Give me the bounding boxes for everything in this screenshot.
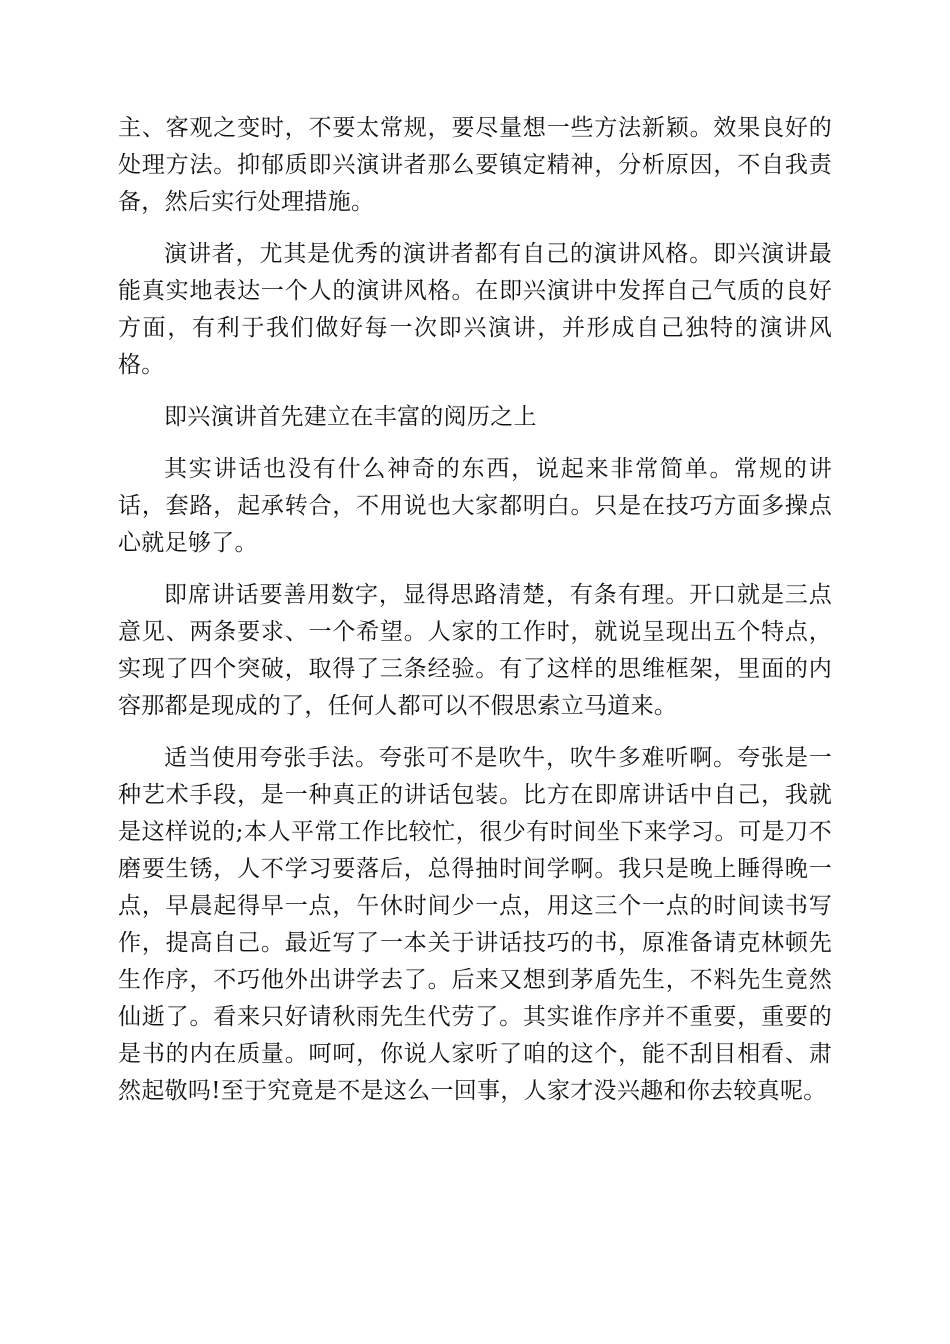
paragraph-no-magic: 其实讲话也没有什么神奇的东西，说起来非常简单。常规的讲话，套路，起承转合，不用说也大家都明白。只是在技巧方面多操点心就足够了。 — [118, 456, 832, 556]
paragraph-exaggeration: 适当使用夸张手法。夸张可不是吹牛，吹牛多难听啊。夸张是一种艺术手段，是一种真正的讲话包装。比方在即席讲话中自己，我就是这样说的;本人平常工作比较忙，很少有时间坐下来学习。可是刀不磨要生锈，人不学习要落后，总得抽时间学啊。我只是晚上睡得晚一点，早晨起得早一点，午休时间少一点，用这三个一点的时间读书写作，提高自己。最近写了一本关于讲话技巧的书，原准备请克林顿先生作序，不巧他外出讲学去了。后来又想到茅盾先生，不料先生竟然仙逝了。看来只好请秋雨先生代劳了。其实谁作序并不重要，重要的是书的内在质量。呵呵，你说人家听了咱的这个，能不刮目相看、肃然起敬吗!至于究竟是不是这么一回事，人家才没兴趣和你去较真呢。 — [118, 745, 832, 1104]
section-heading: 即兴演讲首先建立在丰富的阅历之上 — [164, 404, 537, 430]
paragraph-speaking-style: 演讲者，尤其是优秀的演讲者都有自己的演讲风格。即兴演讲最能真实地表达一个人的演讲风格。在即兴演讲中发挥自己气质的良好方面，有利于我们做好每一次即兴演讲，并形成自己独特的演讲风格。 — [118, 241, 832, 378]
paragraph-use-numbers: 即席讲话要善用数字，显得思路清楚，有条有理。开口就是三点意见、两条要求、一个希望。人家的工作时，就说呈现出五个特点，实现了四个突破，取得了三条经验。有了这样的思维框架，里面的内容那都是现成的了，任何人都可以不假思索立马道来。 — [118, 582, 832, 719]
paragraph-continuation: 主、客观之变时，不要太常规，要尽量想一些方法新颖。效果良好的处理方法。抑郁质即兴演讲者那么要镇定精神，分析原因，不自我责备，然后实行处理措施。 — [118, 115, 832, 215]
document-body — [118, 110, 832, 1125]
